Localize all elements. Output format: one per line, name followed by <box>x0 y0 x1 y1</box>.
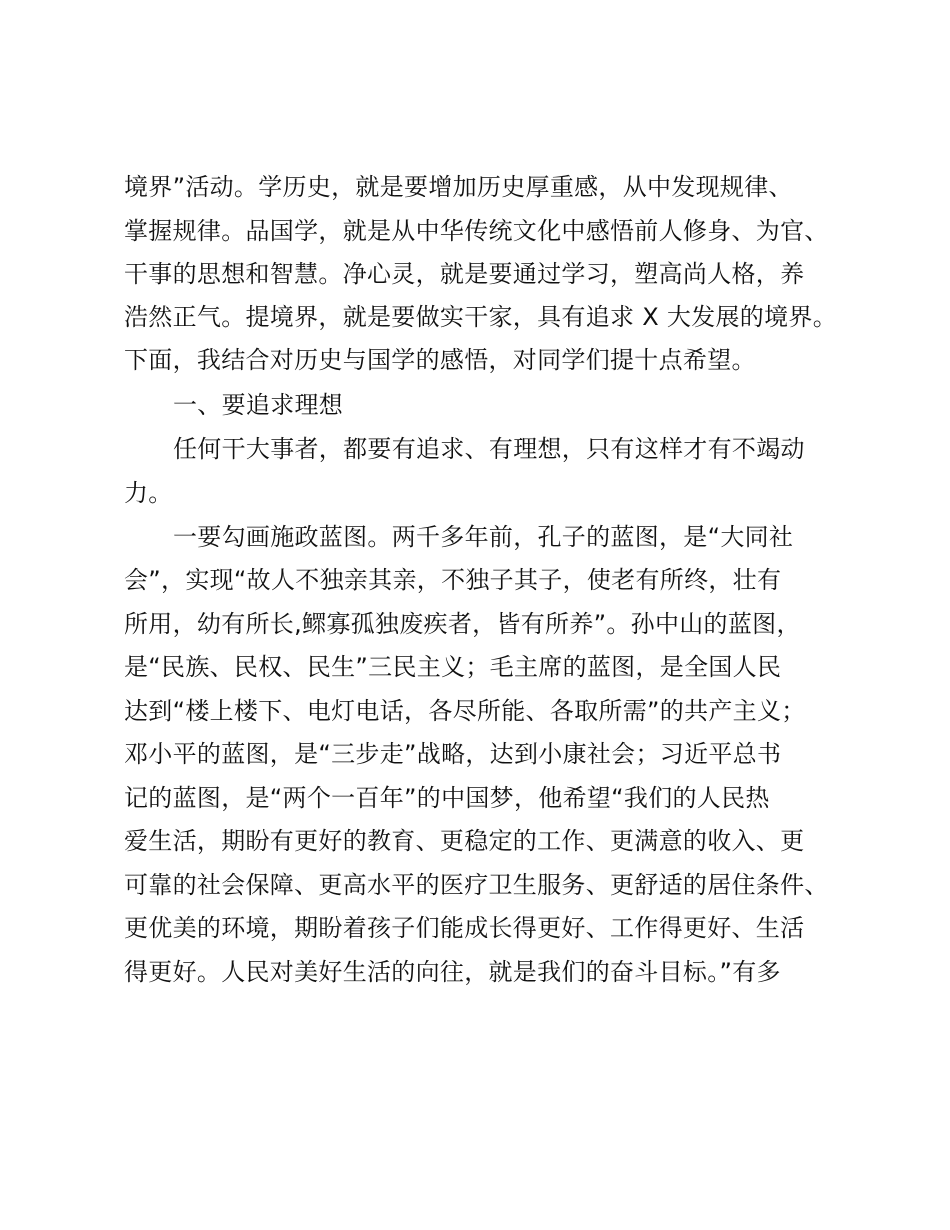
body-text-line: 爱生活，期盼有更好的教育、更稳定的工作、更满意的收入、更 <box>124 827 805 855</box>
body-text-line: 是“民族、民权、民生”三民主义；毛主席的蓝图，是全国人民 <box>124 653 782 681</box>
body-text-line: 任何干大事者，都要有追求、有理想，只有这样才有不竭动 <box>173 435 805 463</box>
body-text-line: 掌握规律。品国学，就是从中华传统文化中感悟前人修身、为官、 <box>124 217 829 245</box>
body-text-line: 所用，幼有所长,鳏寡孤独废疾者，皆有所养”。孙中山的蓝图， <box>124 610 801 638</box>
body-text-line: 干事的思想和智慧。净心灵，就是要通过学习，塑高尚人格，养 <box>124 260 805 288</box>
body-text-line: 下面，我结合对历史与国学的感悟，对同学们提十点希望。 <box>124 346 756 374</box>
body-text-line: 会”，实现“故人不独亲其亲，不独子其子，使老有所终，壮有 <box>124 566 782 594</box>
body-text-line: 一要勾画施政蓝图。两千多年前，孔子的蓝图，是“大同社 <box>173 523 794 551</box>
body-text-line: 境界”活动。学历史，就是要增加历史厚重感，从中发现规律、 <box>124 173 793 201</box>
body-text-line: 可靠的社会保障、更高水平的医疗卫生服务、更舒适的居住条件、 <box>124 871 829 899</box>
section-heading: 一、要追求理想 <box>173 391 344 419</box>
body-text-line: 邓小平的蓝图，是“三步走”战略，达到小康社会；习近平总书 <box>124 740 782 768</box>
body-text-line: 得更好。人民对美好生活的向往，就是我们的奋斗目标。”有多 <box>124 958 781 986</box>
body-text-line: 记的蓝图，是“两个一百年”的中国梦，他希望“我们的人民热 <box>124 784 770 812</box>
body-text-line: 更优美的环境，期盼着孩子们能成长得更好、工作得更好、生活 <box>124 914 805 942</box>
body-text-line: 达到“楼上楼下、电灯电话，各尽所能、各取所需”的共产主义； <box>124 697 806 725</box>
body-text-line: 力。 <box>124 479 173 507</box>
body-text-line: 浩然正气。提境界，就是要做实干家，具有追求 X 大发展的境界。 <box>124 303 837 331</box>
